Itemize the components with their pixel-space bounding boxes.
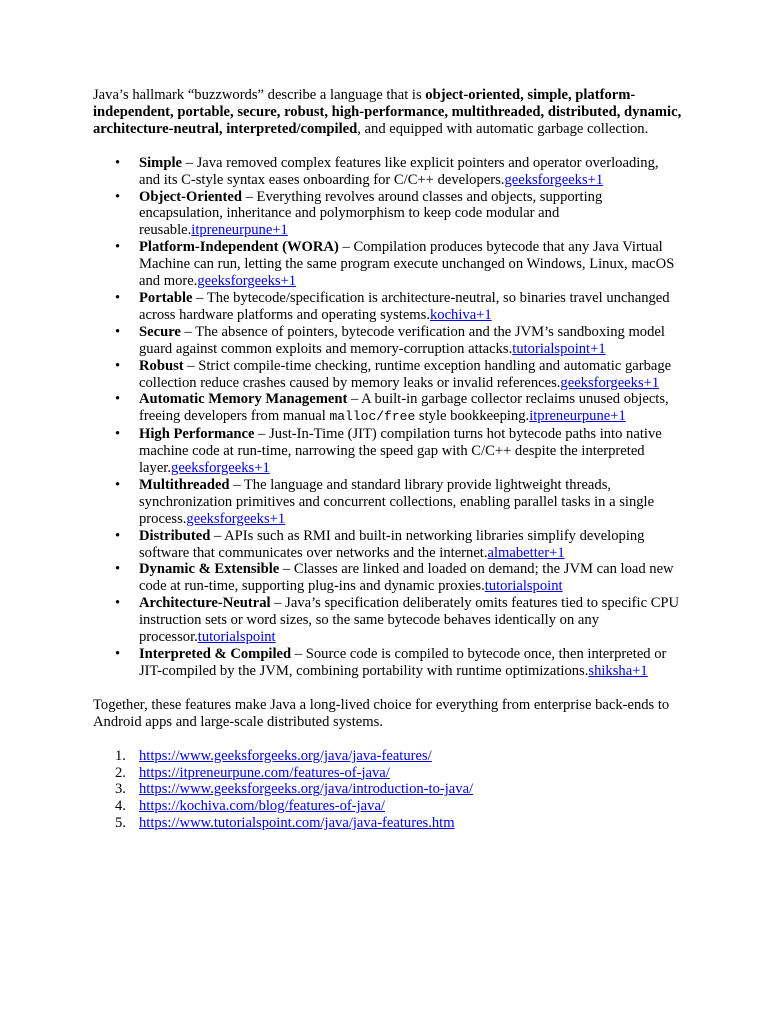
feature-description: – APIs such as RMI and built-in networking libraries simplify developing software that communicates over networks and the internet. (139, 527, 645, 561)
reference-item (115, 747, 683, 765)
feature-term: Object-Oriented (139, 188, 242, 205)
feature-term: Platform-Independent (WORA) (139, 239, 339, 256)
feature-item-object-oriented (139, 189, 683, 240)
feature-item-memory-management (139, 391, 683, 426)
feature-term: Interpreted & Compiled (139, 646, 292, 662)
feature-item-high-performance (139, 426, 683, 477)
feature-item-dynamic (139, 561, 683, 595)
reference-item (115, 764, 683, 782)
reference-link[interactable]: https://www.geeksforgeeks.org/java/introduction-to-java/ (139, 781, 474, 798)
feature-item-distributed (139, 528, 683, 562)
feature-description: – Strict compile-time checking, runtime exception handling and automatic garbage collection reduce crashes caused by memory leaks or invalid references. (139, 357, 672, 391)
reference-number: 2. (115, 764, 126, 781)
source-link[interactable]: geeksforgeeks+1 (186, 510, 286, 527)
feature-term: Distributed (139, 527, 211, 544)
document-page (93, 87, 683, 832)
feature-term: Robust (139, 357, 184, 374)
intro-text-before: Java’s hallmark “buzzwords” describe a language that is (93, 87, 426, 103)
reference-link[interactable]: https://itpreneurpune.com/features-of-java/ (139, 764, 390, 781)
feature-item-interpreted-compiled (139, 646, 683, 680)
intro-buzzwords: object-oriented, simple, platform-independent, portable, secure, robust, high-performance, multithreaded, distributed, dynamic, architecture-neutral, interpreted/compiled (93, 87, 682, 137)
feature-term: Multithreaded (139, 476, 230, 493)
source-link[interactable]: tutorialspoint+1 (512, 340, 606, 357)
feature-term: Dynamic & Extensible (139, 561, 280, 578)
reference-link[interactable]: https://kochiva.com/blog/features-of-java/ (139, 798, 385, 815)
feature-description: – Everything revolves around classes and objects, supporting encapsulation, inheritance and polymorphism to keep code modular and reusable. (139, 188, 603, 239)
reference-link[interactable]: https://www.geeksforgeeks.org/java/java-features/ (139, 747, 432, 764)
feature-description: – Classes are linked and loaded on demand; the JVM can load new code at run-time, supporting plug-ins and dynamic proxies. (139, 561, 674, 595)
feature-term: Architecture-Neutral (139, 595, 271, 612)
feature-list (93, 155, 683, 680)
reference-number: 4. (115, 798, 126, 815)
feature-item-secure (139, 324, 683, 358)
intro-text-after: , and equipped with automatic garbage collection. (357, 120, 649, 137)
reference-item (115, 781, 683, 798)
feature-description: – The absence of pointers, bytecode verification and the JVM’s sandboxing model guard against common exploits and memory-corruption attacks. (139, 323, 665, 357)
source-link[interactable]: geeksforgeeks+1 (171, 460, 270, 477)
source-link[interactable]: geeksforgeeks+1 (560, 374, 660, 391)
feature-item-platform-independent (139, 239, 683, 290)
feature-description: – Source code is compiled to bytecode once, then interpreted or JIT-compiled by the JVM, combining portability with runtime optimizations. (139, 646, 667, 679)
reference-list (93, 748, 683, 833)
source-link[interactable]: tutorialspoint (197, 629, 276, 646)
inline-code: malloc/free (329, 409, 416, 425)
source-link[interactable]: itpreneurpune+1 (529, 408, 626, 425)
feature-item-multithreaded (139, 477, 683, 528)
source-link[interactable]: tutorialspoint (484, 578, 563, 595)
source-link[interactable]: geeksforgeeks+1 (197, 273, 297, 290)
reference-link[interactable]: https://www.tutorialspoint.com/java/java-features.htm (139, 815, 455, 832)
feature-term: Portable (139, 289, 193, 306)
feature-item-portable (139, 290, 683, 324)
feature-description: – The bytecode/specification is architecture-neutral, so binaries travel unchanged across hardware platforms and operating systems. (139, 289, 670, 323)
source-link[interactable]: almabetter+1 (487, 544, 565, 561)
feature-item-robust (139, 358, 683, 392)
feature-description: – Just-In-Time (JIT) compilation turns hot bytecode paths into native machine code at run-time, narrowing the speed gap with C/C++ despite the interpreted layer. (139, 426, 662, 477)
reference-item (115, 815, 683, 832)
intro-paragraph (93, 87, 683, 138)
source-link[interactable]: kochiva+1 (429, 306, 492, 323)
reference-number: 3. (115, 781, 126, 798)
feature-item-architecture-neutral (139, 595, 683, 646)
source-link[interactable]: itpreneurpune+1 (191, 222, 288, 239)
feature-description: – The language and standard library provide lightweight threads, synchronization primitives and concurrent collections, enabling parallel tasks in a single process. (139, 476, 655, 527)
conclusion-paragraph: Together, these features make Java a long-lived choice for everything from enterprise back-ends to Android apps and large-scale distributed systems. (93, 696, 670, 730)
feature-term: Automatic Memory Management (139, 391, 348, 408)
feature-description: – Compilation produces bytecode that any Java Virtual Machine can run, letting the same program execute unchanged on Windows, Linux, macOS and more. (139, 239, 675, 290)
feature-description: – Java’s specification deliberately omits features tied to specific CPU instruction sets or word sizes, so the same bytecode behaves identically on any processor. (139, 595, 680, 646)
feature-description: – Java removed complex features like explicit pointers and operator overloading, and its C-style syntax eases onboarding for C/C++ developers. (139, 154, 659, 188)
reference-item (115, 798, 683, 815)
feature-item-simple (139, 155, 683, 189)
feature-term: Secure (139, 323, 181, 340)
source-link[interactable]: shiksha+1 (588, 662, 648, 679)
feature-description-tail: style bookkeeping. (415, 408, 530, 425)
reference-number: 5. (115, 815, 126, 832)
source-link[interactable]: geeksforgeeks+1 (504, 171, 604, 188)
feature-description: – A built-in garbage collector reclaims unused objects, freeing developers from manual (139, 391, 669, 425)
feature-term: High Performance (139, 426, 255, 443)
feature-term: Simple (139, 154, 182, 171)
reference-number: 1. (115, 747, 126, 764)
